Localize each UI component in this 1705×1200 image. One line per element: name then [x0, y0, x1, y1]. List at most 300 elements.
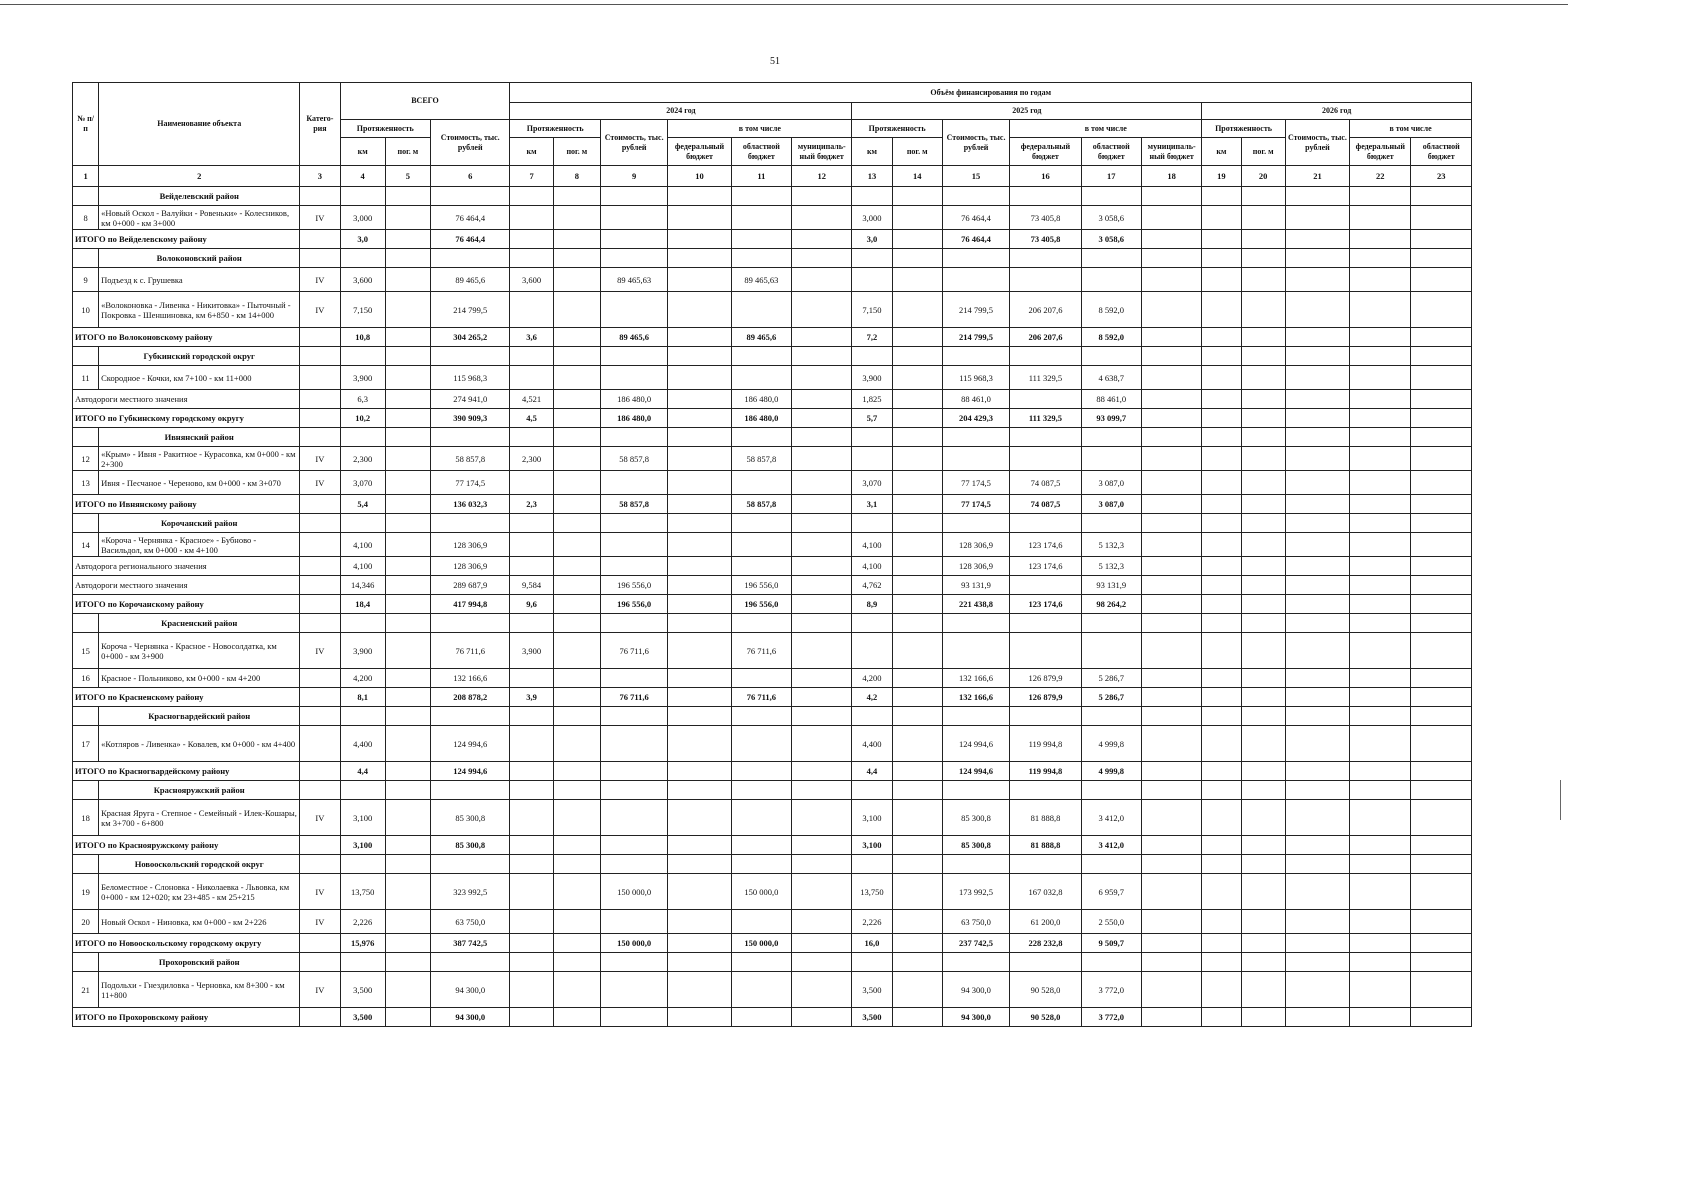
empty-cell [600, 707, 667, 726]
empty-cell [1350, 514, 1411, 533]
value-cell-pm [385, 495, 430, 514]
value-cell-reg26 [1411, 633, 1472, 669]
value-cell-fed24 [668, 495, 731, 514]
value-cell-pm [385, 576, 430, 595]
empty-cell [1285, 514, 1349, 533]
value-cell-km25: 4,400 [852, 726, 892, 762]
value-cell-reg25 [1081, 268, 1141, 292]
value-cell-pm24 [553, 800, 600, 836]
value-cell-cost: 124 994,6 [431, 726, 510, 762]
empty-cell [431, 781, 510, 800]
value-cell-fed24 [668, 557, 731, 576]
value-cell-fed25: 206 207,6 [1010, 328, 1081, 347]
value-cell-reg24: 89 465,63 [731, 268, 791, 292]
value-cell-km24: 9,584 [510, 576, 553, 595]
row-number: 15 [73, 633, 99, 669]
value-cell-pm26 [1241, 230, 1285, 249]
district-header-row [73, 428, 1472, 447]
value-cell-km: 5,4 [340, 495, 385, 514]
value-cell-fed26 [1350, 1008, 1411, 1027]
value-cell-cost24 [600, 972, 667, 1008]
row-number: 8 [73, 206, 99, 230]
value-cell-pm26 [1241, 726, 1285, 762]
value-cell-fed25 [1010, 390, 1081, 409]
value-cell-fed26 [1350, 206, 1411, 230]
empty-cell [510, 614, 553, 633]
empty-cell [73, 707, 99, 726]
value-cell-reg25: 3 412,0 [1081, 800, 1141, 836]
column-index-cell: 22 [1350, 166, 1411, 187]
value-cell-mun25 [1141, 328, 1201, 347]
column-index-cell: 21 [1285, 166, 1349, 187]
value-cell-pm25 [892, 328, 942, 347]
empty-cell [431, 707, 510, 726]
value-cell-km24 [510, 934, 553, 953]
value-cell-pm24 [553, 206, 600, 230]
value-cell-fed25 [1010, 633, 1081, 669]
value-cell-cost26 [1285, 206, 1349, 230]
category-cell: IV [300, 471, 340, 495]
value-cell-pm26 [1241, 495, 1285, 514]
value-cell-pm24 [553, 576, 600, 595]
value-cell-fed26 [1350, 910, 1411, 934]
district-name: Ивнянский район [99, 428, 300, 447]
value-cell-km: 8,1 [340, 688, 385, 707]
value-cell-fed24 [668, 230, 731, 249]
empty-cell [852, 249, 892, 268]
value-cell-reg26 [1411, 447, 1472, 471]
value-cell-pm25 [892, 230, 942, 249]
column-index-cell: 1 [73, 166, 99, 187]
value-cell-reg24 [731, 972, 791, 1008]
row-number: 20 [73, 910, 99, 934]
value-cell-cost26 [1285, 762, 1349, 781]
value-cell-mun25 [1141, 688, 1201, 707]
value-cell-reg25: 98 264,2 [1081, 595, 1141, 614]
value-cell-pm26 [1241, 366, 1285, 390]
row-number: 16 [73, 669, 99, 688]
empty-cell [1350, 249, 1411, 268]
value-cell-fed25 [1010, 268, 1081, 292]
value-cell-pm24 [553, 1008, 600, 1027]
value-cell-cost25: 77 174,5 [942, 495, 1009, 514]
value-cell-reg25: 5 132,3 [1081, 533, 1141, 557]
empty-cell [1350, 781, 1411, 800]
value-cell-reg24: 76 711,6 [731, 688, 791, 707]
empty-cell [731, 249, 791, 268]
value-cell-pm25 [892, 726, 942, 762]
row-number: 18 [73, 800, 99, 836]
value-cell-cost25: 204 429,3 [942, 409, 1009, 428]
empty-cell [942, 707, 1009, 726]
value-cell-km: 18,4 [340, 595, 385, 614]
value-cell-cost: 304 265,2 [431, 328, 510, 347]
value-cell-pm [385, 762, 430, 781]
table-row [73, 874, 1472, 910]
empty-cell [510, 953, 553, 972]
value-cell-cost25: 85 300,8 [942, 836, 1009, 855]
value-cell-km25: 4,2 [852, 688, 892, 707]
value-cell-cost24: 89 465,6 [600, 328, 667, 347]
value-cell-pm24 [553, 557, 600, 576]
value-cell-cost25: 132 166,6 [942, 688, 1009, 707]
value-cell-cost24 [600, 471, 667, 495]
value-cell-reg26 [1411, 495, 1472, 514]
empty-cell [1010, 347, 1081, 366]
value-cell-pm [385, 390, 430, 409]
empty-cell [600, 614, 667, 633]
value-cell-km: 3,000 [340, 206, 385, 230]
value-cell-pm24 [553, 836, 600, 855]
value-cell-pm26 [1241, 206, 1285, 230]
value-cell-km25: 7,2 [852, 328, 892, 347]
empty-cell [553, 614, 600, 633]
empty-cell [892, 855, 942, 874]
value-cell-km26 [1202, 230, 1241, 249]
empty-cell [942, 187, 1009, 206]
value-cell-mun24 [792, 366, 852, 390]
value-cell-cost24: 58 857,8 [600, 447, 667, 471]
value-cell-cost24: 76 711,6 [600, 633, 667, 669]
empty-cell [942, 347, 1009, 366]
value-cell-km25: 3,500 [852, 972, 892, 1008]
value-cell-mun25 [1141, 910, 1201, 934]
empty-cell [1285, 781, 1349, 800]
value-cell-cost25: 237 742,5 [942, 934, 1009, 953]
empty-cell [1350, 187, 1411, 206]
category-cell: IV [300, 910, 340, 934]
empty-cell [300, 781, 340, 800]
empty-cell [340, 187, 385, 206]
value-cell-km: 3,0 [340, 230, 385, 249]
value-cell-pm26 [1241, 447, 1285, 471]
empty-cell [942, 514, 1009, 533]
value-cell-km24 [510, 366, 553, 390]
value-cell-cost26 [1285, 447, 1349, 471]
header-length-2026: Протяженность [1202, 120, 1285, 138]
value-cell-reg26 [1411, 874, 1472, 910]
value-cell-reg24 [731, 910, 791, 934]
value-cell-km26 [1202, 669, 1241, 688]
value-cell-mun25 [1141, 533, 1201, 557]
value-cell-pm24 [553, 447, 600, 471]
value-cell-cost: 136 032,3 [431, 495, 510, 514]
value-cell-reg26 [1411, 762, 1472, 781]
value-cell-pm [385, 910, 430, 934]
value-cell-fed26 [1350, 268, 1411, 292]
empty-cell [1350, 855, 1411, 874]
value-cell-reg24 [731, 669, 791, 688]
value-cell-mun24 [792, 972, 852, 1008]
value-cell-cost25: 76 464,4 [942, 230, 1009, 249]
row-number: 21 [73, 972, 99, 1008]
empty-cell [792, 249, 852, 268]
value-cell-fed25: 111 329,5 [1010, 409, 1081, 428]
value-cell-cost24: 58 857,8 [600, 495, 667, 514]
value-cell-pm25 [892, 1008, 942, 1027]
empty-cell [600, 428, 667, 447]
value-cell-cost: 289 687,9 [431, 576, 510, 595]
value-cell-reg26 [1411, 669, 1472, 688]
object-name: Скородное - Кочки, км 7+100 - км 11+000 [99, 366, 300, 390]
header-km: км [340, 138, 385, 166]
value-cell-pm24 [553, 595, 600, 614]
value-cell-reg25: 4 999,8 [1081, 726, 1141, 762]
value-cell-km25 [852, 633, 892, 669]
value-cell-pm26 [1241, 533, 1285, 557]
value-cell-pm25 [892, 934, 942, 953]
empty-cell [431, 953, 510, 972]
value-cell-km25: 4,100 [852, 533, 892, 557]
total-label: ИТОГО по Вейделевскому району [73, 230, 300, 249]
value-cell-mun24 [792, 1008, 852, 1027]
empty-cell [852, 187, 892, 206]
header-pm: пог. м [385, 138, 430, 166]
value-cell-reg26 [1411, 972, 1472, 1008]
empty-cell [892, 953, 942, 972]
value-cell-cost: 115 968,3 [431, 366, 510, 390]
value-cell-fed24 [668, 762, 731, 781]
value-cell-reg24: 58 857,8 [731, 447, 791, 471]
value-cell-cost: 85 300,8 [431, 836, 510, 855]
value-cell-km: 3,900 [340, 633, 385, 669]
empty-cell [300, 953, 340, 972]
financing-table [72, 82, 1472, 1027]
value-cell-fed26 [1350, 874, 1411, 910]
value-cell-fed25: 74 087,5 [1010, 471, 1081, 495]
empty-cell [1081, 347, 1141, 366]
value-cell-cost25: 221 438,8 [942, 595, 1009, 614]
total-row [73, 409, 1472, 428]
value-cell-fed24 [668, 874, 731, 910]
district-name: Волоконовский район [99, 249, 300, 268]
value-cell-km: 14,346 [340, 576, 385, 595]
value-cell-pm24 [553, 390, 600, 409]
value-cell-pm26 [1241, 576, 1285, 595]
value-cell-km26 [1202, 409, 1241, 428]
empty-cell [73, 347, 99, 366]
value-cell-fed24 [668, 447, 731, 471]
value-cell-cost: 76 711,6 [431, 633, 510, 669]
empty-cell [1350, 953, 1411, 972]
value-cell-km26 [1202, 328, 1241, 347]
empty-cell [668, 855, 731, 874]
empty-cell [1202, 347, 1241, 366]
value-cell-cost: 132 166,6 [431, 669, 510, 688]
header-fed-2026: федеральный бюджет [1350, 138, 1411, 166]
header-mun-2025: муниципаль-ный бюджет [1141, 138, 1201, 166]
header-funding: Объём финансирования по годам [510, 83, 1472, 103]
category-cell [300, 328, 340, 347]
value-cell-pm26 [1241, 688, 1285, 707]
header-reg-2025: областной бюджет [1081, 138, 1141, 166]
row-number: 14 [73, 533, 99, 557]
table-row [73, 633, 1472, 669]
value-cell-pm26 [1241, 390, 1285, 409]
empty-cell [731, 781, 791, 800]
value-cell-cost25: 93 131,9 [942, 576, 1009, 595]
empty-cell [731, 855, 791, 874]
value-cell-reg24: 58 857,8 [731, 495, 791, 514]
column-index-cell: 14 [892, 166, 942, 187]
object-name: «Короча - Чернянка - Красное» - Бубново - Васильдол, км 0+000 - км 4+100 [99, 533, 300, 557]
empty-cell [1411, 707, 1472, 726]
column-index-cell: 15 [942, 166, 1009, 187]
value-cell-km: 4,4 [340, 762, 385, 781]
empty-cell [1202, 428, 1241, 447]
value-cell-mun24 [792, 471, 852, 495]
value-cell-fed24 [668, 328, 731, 347]
empty-cell [1241, 514, 1285, 533]
value-cell-pm [385, 268, 430, 292]
value-cell-km26 [1202, 390, 1241, 409]
total-row [73, 230, 1472, 249]
value-cell-pm25 [892, 206, 942, 230]
value-cell-pm25 [892, 836, 942, 855]
value-cell-cost24 [600, 800, 667, 836]
value-cell-cost25: 76 464,4 [942, 206, 1009, 230]
value-cell-km24: 2,300 [510, 447, 553, 471]
empty-cell [510, 781, 553, 800]
value-cell-mun24 [792, 874, 852, 910]
value-cell-pm24 [553, 633, 600, 669]
value-cell-km26 [1202, 934, 1241, 953]
empty-cell [852, 707, 892, 726]
empty-cell [73, 428, 99, 447]
value-cell-fed24 [668, 934, 731, 953]
empty-cell [792, 855, 852, 874]
empty-cell [668, 953, 731, 972]
value-cell-km24 [510, 874, 553, 910]
value-cell-km25: 3,100 [852, 836, 892, 855]
empty-cell [553, 855, 600, 874]
value-cell-km26 [1202, 447, 1241, 471]
value-cell-reg25: 88 461,0 [1081, 390, 1141, 409]
value-cell-fed26 [1350, 576, 1411, 595]
value-cell-pm25 [892, 874, 942, 910]
empty-cell [1350, 347, 1411, 366]
value-cell-fed24 [668, 633, 731, 669]
value-cell-mun25 [1141, 576, 1201, 595]
value-cell-reg25: 5 132,3 [1081, 557, 1141, 576]
value-cell-cost26 [1285, 633, 1349, 669]
value-cell-pm24 [553, 669, 600, 688]
value-cell-pm24 [553, 268, 600, 292]
empty-cell [300, 249, 340, 268]
empty-cell [340, 953, 385, 972]
value-cell-mun25 [1141, 1008, 1201, 1027]
value-cell-mun24 [792, 230, 852, 249]
value-cell-fed26 [1350, 447, 1411, 471]
total-label: ИТОГО по Волоконовскому району [73, 328, 300, 347]
value-cell-cost26 [1285, 972, 1349, 1008]
column-index-cell: 16 [1010, 166, 1081, 187]
value-cell-reg24: 150 000,0 [731, 934, 791, 953]
value-cell-fed24 [668, 576, 731, 595]
value-cell-cost26 [1285, 390, 1349, 409]
value-cell-pm25 [892, 447, 942, 471]
value-cell-pm25 [892, 409, 942, 428]
page-number: 51 [770, 56, 780, 67]
value-cell-fed25: 167 032,8 [1010, 874, 1081, 910]
value-cell-km24 [510, 972, 553, 1008]
empty-cell [1241, 953, 1285, 972]
value-cell-reg25: 3 058,6 [1081, 230, 1141, 249]
value-cell-km26 [1202, 206, 1241, 230]
header-length-total: Протяженность [340, 120, 431, 138]
value-cell-fed26 [1350, 688, 1411, 707]
value-cell-km: 3,600 [340, 268, 385, 292]
table-header [73, 83, 1472, 187]
value-cell-pm25 [892, 595, 942, 614]
value-cell-pm [385, 366, 430, 390]
value-cell-pm24 [553, 910, 600, 934]
column-index-cell: 12 [792, 166, 852, 187]
value-cell-fed24 [668, 206, 731, 230]
total-row [73, 762, 1472, 781]
empty-cell [1241, 428, 1285, 447]
value-cell-cost26 [1285, 1008, 1349, 1027]
value-cell-fed26 [1350, 533, 1411, 557]
value-cell-km25: 3,070 [852, 471, 892, 495]
empty-cell [1141, 781, 1201, 800]
value-cell-fed25: 126 879,9 [1010, 688, 1081, 707]
value-cell-km25: 3,500 [852, 1008, 892, 1027]
value-cell-cost: 387 742,5 [431, 934, 510, 953]
empty-cell [510, 514, 553, 533]
value-cell-reg26 [1411, 726, 1472, 762]
empty-cell [731, 614, 791, 633]
value-cell-km26 [1202, 726, 1241, 762]
value-cell-km: 7,150 [340, 292, 385, 328]
value-cell-reg26 [1411, 595, 1472, 614]
empty-cell [1010, 781, 1081, 800]
value-cell-reg26 [1411, 390, 1472, 409]
value-cell-mun25 [1141, 669, 1201, 688]
value-cell-mun24 [792, 688, 852, 707]
value-cell-cost26 [1285, 292, 1349, 328]
value-cell-fed26 [1350, 762, 1411, 781]
value-cell-cost26 [1285, 366, 1349, 390]
value-cell-mun24 [792, 557, 852, 576]
value-cell-km25 [852, 447, 892, 471]
table-row [73, 206, 1472, 230]
value-cell-km26 [1202, 366, 1241, 390]
value-cell-km: 2,226 [340, 910, 385, 934]
value-cell-cost24: 186 480,0 [600, 390, 667, 409]
empty-cell [892, 187, 942, 206]
value-cell-cost26 [1285, 576, 1349, 595]
value-cell-pm24 [553, 934, 600, 953]
value-cell-reg24 [731, 366, 791, 390]
empty-cell [852, 514, 892, 533]
object-name: Красная Яруга - Степное - Семейный - Илек-Кошары, км 3+700 - 6+800 [99, 800, 300, 836]
value-cell-pm [385, 533, 430, 557]
value-cell-cost: 85 300,8 [431, 800, 510, 836]
value-cell-fed24 [668, 595, 731, 614]
value-cell-cost24: 89 465,63 [600, 268, 667, 292]
empty-cell [1411, 428, 1472, 447]
value-cell-km: 3,500 [340, 1008, 385, 1027]
header-km: км [1202, 138, 1241, 166]
category-cell [300, 836, 340, 855]
empty-cell [892, 347, 942, 366]
value-cell-reg25: 3 772,0 [1081, 972, 1141, 1008]
value-cell-mun25 [1141, 390, 1201, 409]
empty-cell [852, 781, 892, 800]
value-cell-mun24 [792, 390, 852, 409]
total-label: ИТОГО по Прохоровскому району [73, 1008, 300, 1027]
